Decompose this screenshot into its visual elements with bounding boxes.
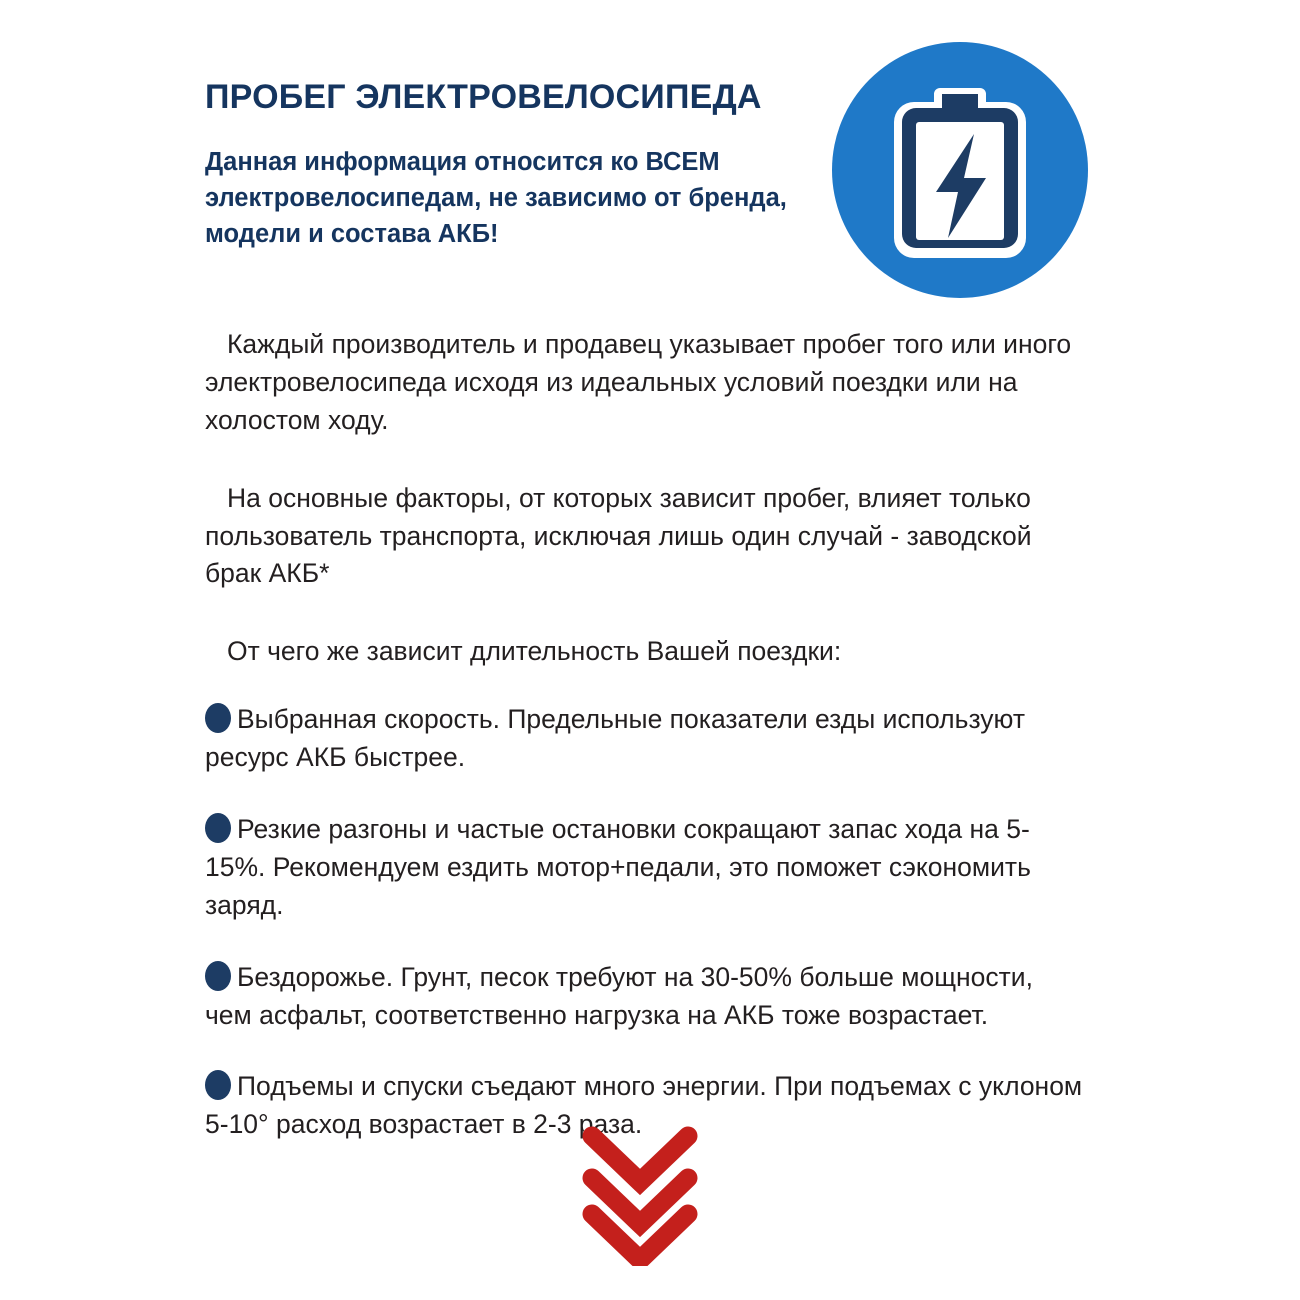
- double-chevron-down-icon: [578, 1120, 702, 1266]
- question-line: От чего же зависит длительность Вашей поездки:: [227, 636, 842, 667]
- bullet-dot-icon: [205, 813, 231, 843]
- page-title: ПРОБЕГ ЭЛЕКТРОВЕЛОСИПЕДА: [205, 78, 762, 116]
- bullet-dot-icon: [205, 961, 231, 991]
- list-item-label: Резкие разгоны и частые остановки сокращают запас хода на 5-15%. Рекомендуем ездить мотор+педали, это поможет сэкономить заряд.: [205, 814, 1031, 920]
- list-item: [205, 959, 1085, 1035]
- paragraph-2: На основные факторы, от которых зависит пробег, влияет только пользователь транспорта, исключая лишь один случай - заводской брак АКБ*: [205, 482, 1032, 589]
- header-subtitle: Данная информация относится ко ВСЕМ электровелосипедам, не зависимо от бренда, модели и состава АКБ!: [205, 148, 787, 249]
- content-section: [205, 326, 1085, 1144]
- list-item-label: Подъемы и спуски съедают много энергии. При подъемах с уклоном 5-10° расход возрастает в 2-3 раза.: [205, 1071, 1083, 1140]
- bullet-dot-icon: [205, 703, 231, 733]
- list-item: [205, 811, 1085, 925]
- list-item-label: Выбранная скорость. Предельные показатели езды используют ресурс АКБ быстрее.: [205, 704, 1025, 773]
- paragraph-1: Каждый производитель и продавец указывает пробег того или иного электровелосипеда исходя из идеальных условий поездки или на холостом ходу.: [205, 329, 1072, 435]
- battery-charging-icon: [832, 42, 1088, 298]
- bullet-dot-icon: [205, 1070, 231, 1100]
- list-item: [205, 701, 1085, 777]
- factors-list: [205, 701, 1085, 1144]
- header-section: [0, 0, 1300, 310]
- list-item-label: Бездорожье. Грунт, песок требуют на 30-50% больше мощности, чем асфальт, соответственно нагрузка на АКБ тоже возрастает.: [205, 961, 1033, 1030]
- header-text-block: [205, 78, 845, 253]
